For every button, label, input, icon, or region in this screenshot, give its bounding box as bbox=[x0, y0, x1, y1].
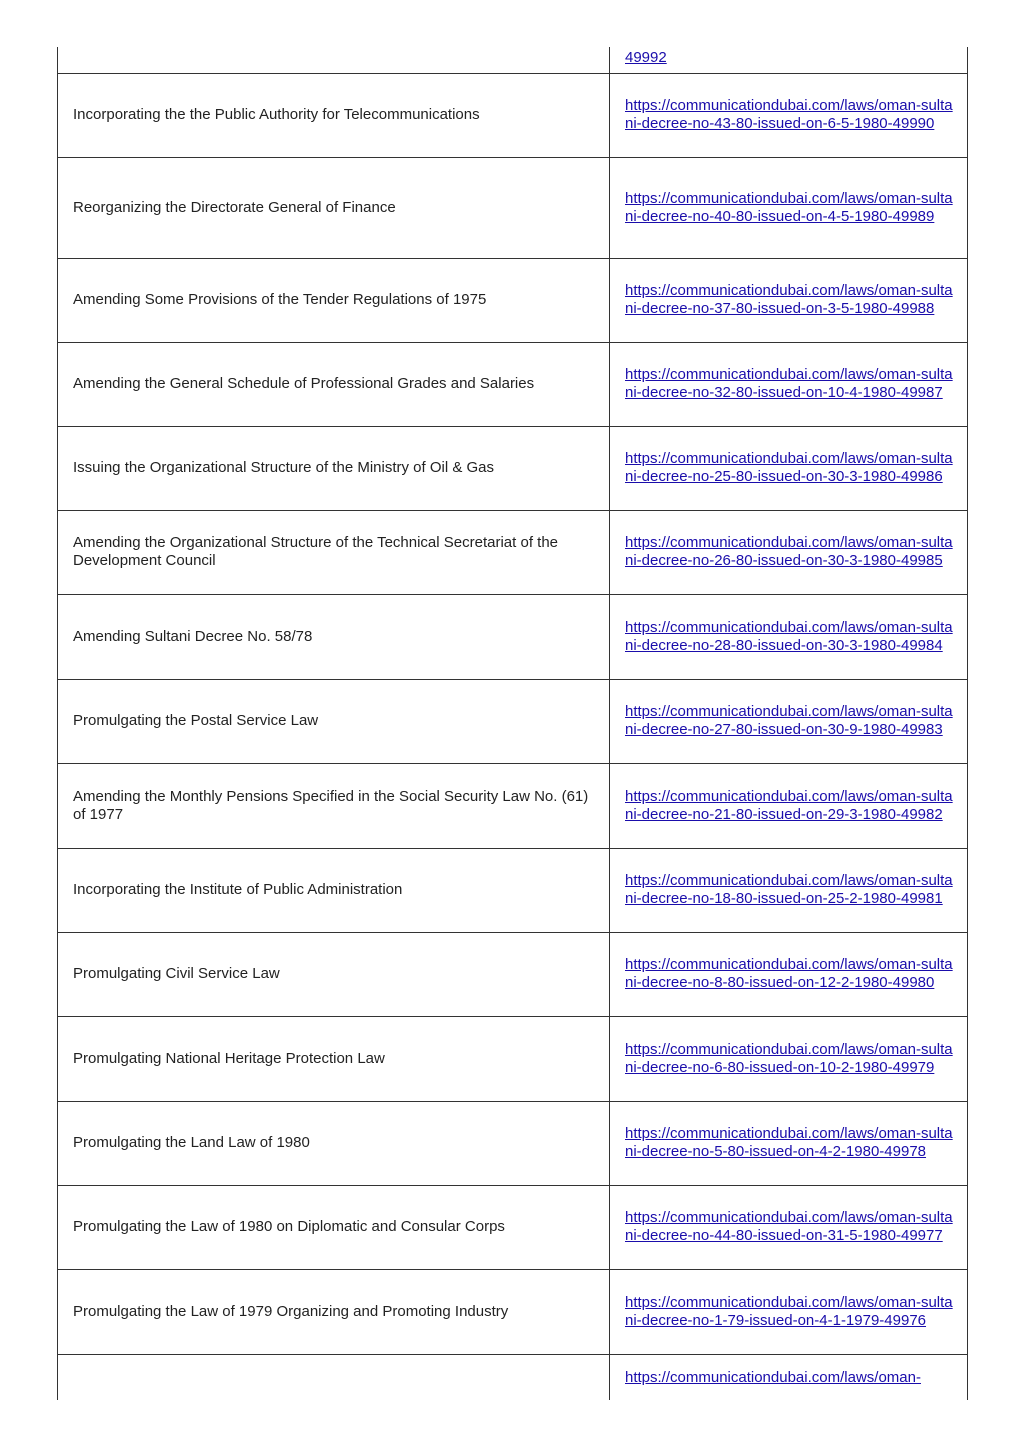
decree-title: Amending the Organizational Structure of the Technical Secretariat of the Development Council bbox=[73, 534, 559, 569]
table-row bbox=[58, 1101, 968, 1185]
decree-link-cell bbox=[610, 932, 968, 1016]
decree-title: Promulgating National Heritage Protection Law bbox=[73, 1049, 385, 1067]
table-row bbox=[58, 510, 968, 594]
decree-link[interactable]: https://communicationdubai.com/laws/oman-sultani-decree-no-28-80-issued-on-30-3-1980-49984 bbox=[625, 618, 953, 654]
decree-title: Amending the Monthly Pensions Specified in the Social Security Law No. (61) of 1977 bbox=[73, 787, 589, 823]
decree-link[interactable]: https://communicationdubai.com/laws/oman-sultani-decree-no-40-80-issued-on-4-5-1980-49989 bbox=[625, 189, 953, 225]
decree-title-cell bbox=[58, 594, 610, 679]
decree-link[interactable]: https://communicationdubai.com/laws/oman-sultani-decree-no-26-80-issued-on-30-3-1980-49985 bbox=[625, 534, 953, 569]
decree-link[interactable]: https://communicationdubai.com/laws/oman-sultani-decree-no-43-80-issued-on-6-5-1980-49990 bbox=[625, 97, 953, 132]
decree-title-cell bbox=[58, 763, 610, 848]
table-row bbox=[58, 157, 968, 258]
table-row bbox=[58, 258, 968, 342]
decree-link-cell bbox=[610, 157, 968, 258]
decree-link[interactable]: https://communicationdubai.com/laws/oman- bbox=[625, 1368, 921, 1386]
decree-title: Promulgating the Land Law of 1980 bbox=[73, 1134, 310, 1151]
decree-link-cell bbox=[610, 342, 968, 426]
table-row bbox=[58, 594, 968, 679]
decree-link[interactable]: https://communicationdubai.com/laws/oman-sultani-decree-no-18-80-issued-on-25-2-1980-49981 bbox=[625, 872, 953, 907]
link-cell bbox=[610, 47, 968, 73]
decree-title-cell bbox=[58, 258, 610, 342]
decree-link[interactable]: https://communicationdubai.com/laws/oman-sultani-decree-no-8-80-issued-on-12-2-1980-49980 bbox=[625, 956, 953, 991]
title-cell bbox=[58, 1354, 610, 1400]
decree-title: Promulgating the Law of 1980 on Diplomatic and Consular Corps bbox=[73, 1218, 505, 1235]
decree-title: Promulgating Civil Service Law bbox=[73, 965, 280, 982]
decree-table bbox=[57, 47, 968, 1400]
table-row-partial-bottom bbox=[58, 1354, 968, 1400]
table-row bbox=[58, 1269, 968, 1354]
decree-link-cell bbox=[610, 1185, 968, 1269]
decree-link-cell bbox=[610, 594, 968, 679]
decree-link-cell bbox=[610, 763, 968, 848]
decree-title: Amending the General Schedule of Professional Grades and Salaries bbox=[73, 375, 535, 392]
decree-title-cell bbox=[58, 510, 610, 594]
decree-link-cell bbox=[610, 258, 968, 342]
decree-title: Amending Sultani Decree No. 58/78 bbox=[73, 627, 313, 645]
table-row bbox=[58, 763, 968, 848]
decree-title: Promulgating the Law of 1979 Organizing and Promoting Industry bbox=[73, 1302, 509, 1320]
decree-link[interactable]: https://communicationdubai.com/laws/oman-sultani-decree-no-21-80-issued-on-29-3-1980-49982 bbox=[625, 787, 953, 823]
decree-link[interactable]: https://communicationdubai.com/laws/oman-sultani-decree-no-27-80-issued-on-30-9-1980-49983 bbox=[625, 703, 953, 738]
decree-title: Issuing the Organizational Structure of the Ministry of Oil & Gas bbox=[73, 459, 495, 476]
decree-link-cell bbox=[610, 848, 968, 932]
decree-link[interactable]: https://communicationdubai.com/laws/oman-sultani-decree-no-25-80-issued-on-30-3-1980-49986 bbox=[625, 450, 953, 485]
decree-title-cell bbox=[58, 1101, 610, 1185]
decree-title-cell bbox=[58, 73, 610, 157]
decree-link-cell bbox=[610, 679, 968, 763]
decree-link-cell bbox=[610, 1101, 968, 1185]
table-row bbox=[58, 679, 968, 763]
decree-link[interactable]: https://communicationdubai.com/laws/oman-sultani-decree-no-32-80-issued-on-10-4-1980-49987 bbox=[625, 366, 953, 401]
table-row-partial-top bbox=[58, 47, 968, 73]
decree-title: Reorganizing the Directorate General of Finance bbox=[73, 198, 396, 216]
decree-title-cell bbox=[58, 848, 610, 932]
decree-link[interactable]: https://communicationdubai.com/laws/oman-sultani-decree-no-1-79-issued-on-4-1-1979-49976 bbox=[625, 1293, 953, 1329]
decree-title-cell bbox=[58, 1185, 610, 1269]
decree-table-body bbox=[58, 47, 968, 1400]
decree-link[interactable]: https://communicationdubai.com/laws/oman-sultani-decree-no-37-80-issued-on-3-5-1980-49988 bbox=[625, 282, 953, 317]
table-row bbox=[58, 73, 968, 157]
decree-link-cell bbox=[610, 73, 968, 157]
title-cell bbox=[58, 47, 610, 73]
decree-title: Incorporating the the Public Authority for Telecommunications bbox=[73, 106, 480, 123]
decree-title-cell bbox=[58, 1269, 610, 1354]
table-row bbox=[58, 848, 968, 932]
table-row bbox=[58, 342, 968, 426]
decree-title-cell bbox=[58, 932, 610, 1016]
decree-link-cell bbox=[610, 1016, 968, 1101]
decree-title: Incorporating the Institute of Public Administration bbox=[73, 881, 403, 898]
decree-link-cell bbox=[610, 510, 968, 594]
decree-title-cell bbox=[58, 1016, 610, 1101]
decree-link[interactable]: 49992 bbox=[625, 48, 667, 66]
decree-link[interactable]: https://communicationdubai.com/laws/oman-sultani-decree-no-44-80-issued-on-31-5-1980-49977 bbox=[625, 1209, 953, 1244]
decree-title-cell bbox=[58, 679, 610, 763]
decree-title-cell bbox=[58, 342, 610, 426]
table-row bbox=[58, 426, 968, 510]
link-cell bbox=[610, 1354, 968, 1400]
decree-title-cell bbox=[58, 426, 610, 510]
decree-title: Amending Some Provisions of the Tender Regulations of 1975 bbox=[73, 291, 487, 308]
decree-link-cell bbox=[610, 1269, 968, 1354]
table-row bbox=[58, 1016, 968, 1101]
decree-link-cell bbox=[610, 426, 968, 510]
decree-title-cell bbox=[58, 157, 610, 258]
decree-link[interactable]: https://communicationdubai.com/laws/oman-sultani-decree-no-5-80-issued-on-4-2-1980-49978 bbox=[625, 1125, 953, 1160]
table-row bbox=[58, 932, 968, 1016]
decree-title: Promulgating the Postal Service Law bbox=[73, 712, 319, 729]
table-row bbox=[58, 1185, 968, 1269]
decree-link[interactable]: https://communicationdubai.com/laws/oman-sultani-decree-no-6-80-issued-on-10-2-1980-49979 bbox=[625, 1040, 953, 1076]
